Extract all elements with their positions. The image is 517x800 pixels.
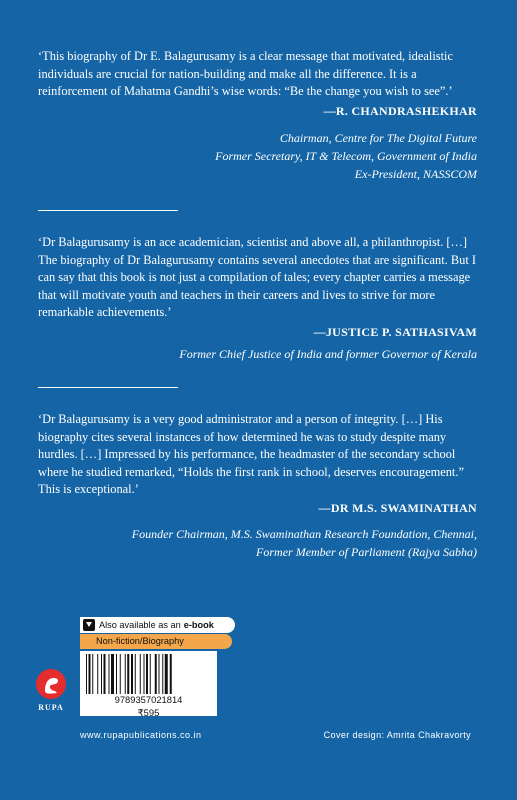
testimonial-roles-1 bbox=[215, 129, 477, 183]
barcode-bar bbox=[135, 654, 136, 694]
barcode-bar bbox=[131, 654, 133, 694]
barcode-bar bbox=[155, 654, 157, 694]
barcode-bar bbox=[159, 654, 160, 694]
publisher-website: www.rupapublications.co.in bbox=[80, 730, 202, 740]
testimonial-author-3: —DR M.S. SWAMINATHAN bbox=[318, 501, 477, 515]
role-line: Founder Chairman, M.S. Swaminathan Research Foundation, Chennai, bbox=[131, 527, 477, 541]
barcode-bar bbox=[120, 654, 121, 694]
role-line: Former Secretary, IT & Telecom, Government of India bbox=[215, 149, 477, 163]
barcode-bar bbox=[125, 654, 126, 694]
barcode-bar bbox=[104, 654, 106, 694]
barcode-bar bbox=[150, 654, 151, 694]
testimonial-quote-3: ‘Dr Balagurusamy is a very good administrator and a person of integrity. […] His biography cites several instances of how determined he was to study despite many hurdles. […] Impressed by his performance, the headmaster of the secondary school where he studied remarked, “Holds the first rank in school, deserves encouragement.” This is exceptional.’ bbox=[38, 412, 464, 497]
barcode-bar bbox=[97, 654, 98, 694]
publisher-logo bbox=[36, 669, 66, 699]
role-line: Ex-President, NASSCOM bbox=[354, 167, 477, 181]
barcode-bar bbox=[101, 654, 102, 694]
barcode-bar bbox=[89, 654, 91, 694]
barcode-bar bbox=[146, 654, 148, 694]
barcode-icon bbox=[84, 654, 213, 694]
barcode-bar bbox=[86, 654, 87, 694]
barcode-bar bbox=[144, 654, 145, 694]
cover-credit: Cover design: Amrita Chakravorty bbox=[323, 730, 471, 740]
role-line: Former Chief Justice of India and former Governor of Kerala bbox=[179, 347, 477, 361]
price: ₹595 bbox=[137, 707, 160, 718]
barcode-bar bbox=[170, 654, 172, 694]
testimonial-author-2: —JUSTICE P. SATHASIVAM bbox=[313, 325, 477, 339]
download-icon bbox=[83, 619, 95, 631]
testimonial-quote-2: ‘Dr Balagurusamy is an ace academician, scientist and above all, a philanthropist. […] The biography of Dr Balagurusamy contains several anecdotes that are significant. But I can say that this book is not just a compilation of tales; every chapter carries a message that will motivate youth and teachers in their careers and lives to strive for more remarkable achievements.’ bbox=[38, 235, 477, 320]
genre-tag: Non-fiction/Biography bbox=[80, 634, 232, 649]
divider-2 bbox=[38, 387, 178, 388]
role-line: Former Member of Parliament (Rajya Sabha) bbox=[256, 545, 477, 559]
testimonial-roles-3 bbox=[132, 525, 477, 561]
barcode-bar bbox=[162, 654, 163, 694]
barcode-box bbox=[80, 651, 217, 716]
ebook-tag bbox=[80, 617, 235, 633]
barcode-bar bbox=[165, 654, 168, 694]
role-line: Chairman, Centre for The Digital Future bbox=[279, 131, 477, 145]
testimonial-author-1: —R. CHANDRASHEKHAR bbox=[323, 104, 477, 118]
isbn-number: 9789357021814 bbox=[114, 694, 183, 705]
barcode-bar bbox=[111, 654, 114, 694]
rupa-logo-icon bbox=[36, 669, 66, 699]
barcode-bar bbox=[116, 654, 117, 694]
ebook-highlight: e-book bbox=[183, 620, 214, 630]
barcode-bar bbox=[109, 654, 110, 694]
ebook-prefix: Also available as an bbox=[99, 620, 181, 630]
divider-1 bbox=[38, 210, 178, 211]
publisher-logo-text: RUPA bbox=[38, 703, 64, 712]
testimonial-roles-2 bbox=[179, 345, 477, 363]
barcode-bar bbox=[92, 654, 93, 694]
testimonial-quote-1: ‘This biography of Dr E. Balagurusamy is a clear message that motivated, idealistic individuals are crucial for nation-building and make all the difference. It is a reinforcement of Mahatma Gandhi’s wise words: “Be the change you wish to see”.’ bbox=[38, 49, 453, 99]
barcode-bar bbox=[140, 654, 141, 694]
barcode-bar bbox=[127, 654, 129, 694]
